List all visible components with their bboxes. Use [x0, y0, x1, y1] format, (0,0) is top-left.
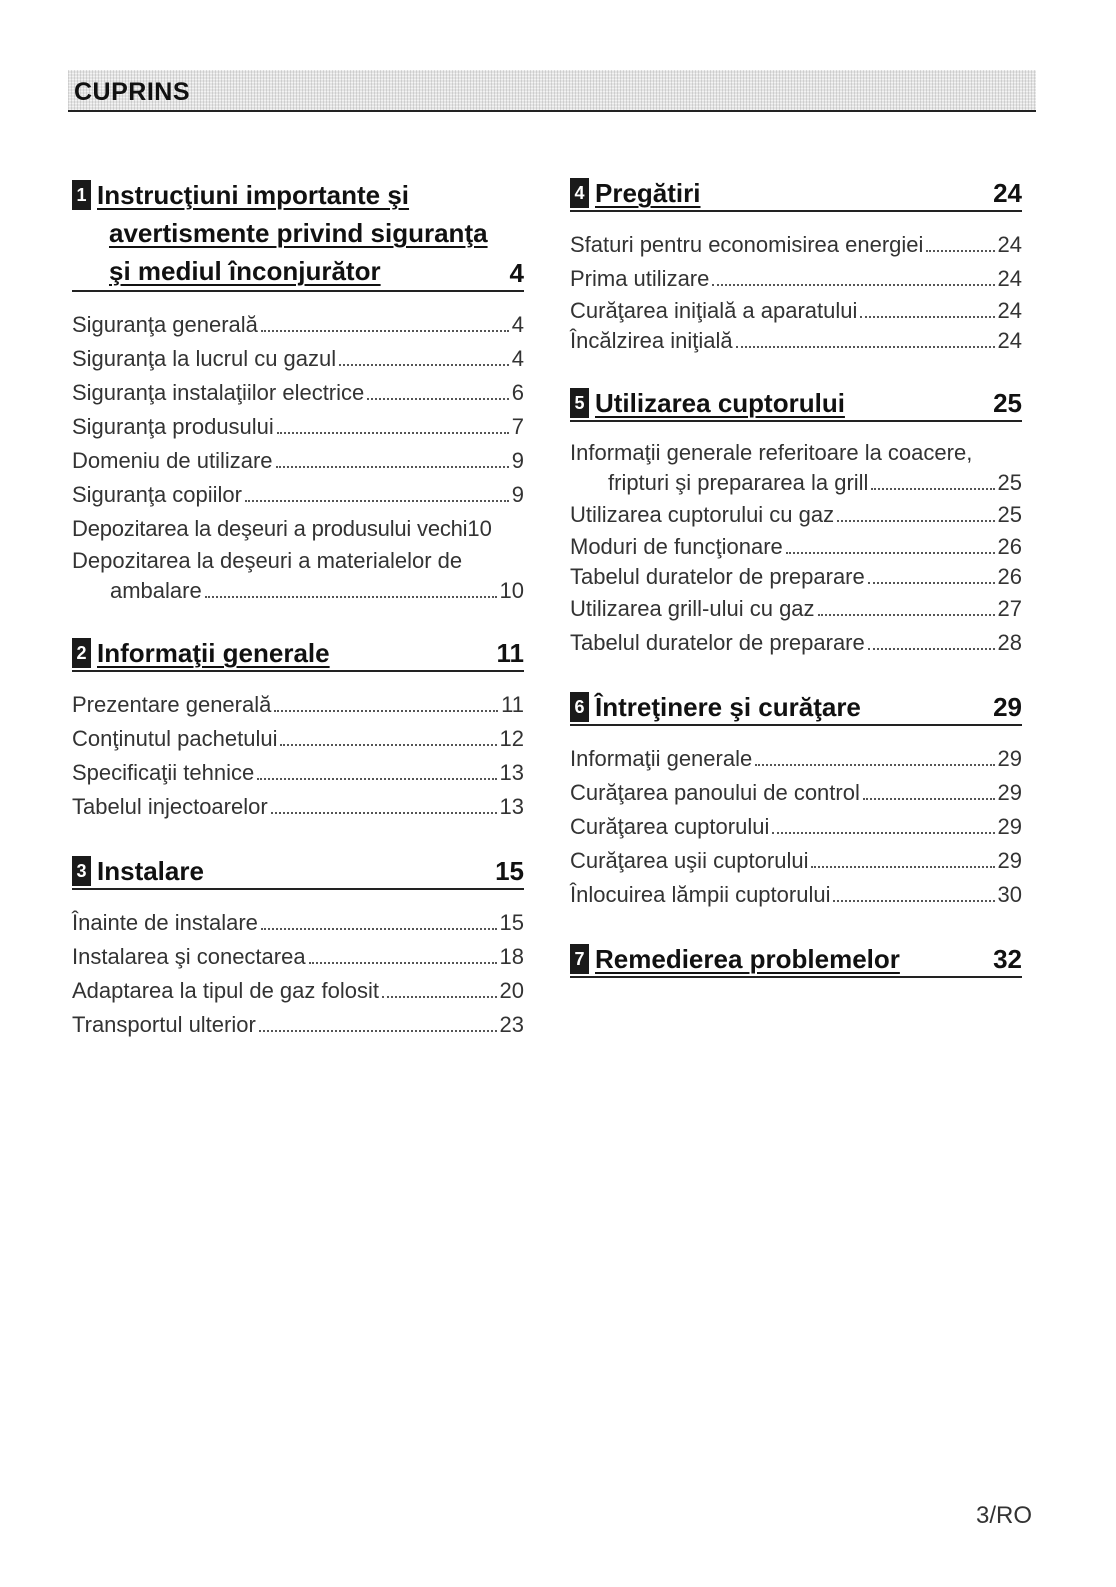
section-heading[interactable]	[72, 176, 524, 292]
toc-section-4	[570, 176, 1022, 356]
entry-page: 24	[997, 328, 1022, 353]
entry-page: 25	[997, 502, 1022, 527]
entry-text-line-2: ambalare	[110, 578, 202, 603]
section-heading[interactable]	[570, 176, 1022, 212]
section-number-badge: 2	[72, 638, 91, 668]
entry-page: 18	[499, 944, 524, 969]
entry-text: Transportul ulterior	[72, 1012, 256, 1037]
section-entries	[72, 308, 524, 606]
toc-entry[interactable]	[570, 498, 1022, 532]
toc-entry[interactable]	[570, 776, 1022, 810]
section-number-badge: 7	[570, 944, 589, 974]
entry-page: 27	[997, 596, 1022, 621]
dot-leader	[868, 648, 995, 650]
dot-leader	[837, 520, 994, 522]
entry-text: Siguranţa generală	[72, 312, 258, 337]
dot-leader	[818, 614, 995, 616]
toc-entry[interactable]	[72, 974, 524, 1008]
section-title: Pregătiri	[595, 178, 701, 208]
entry-page: 30	[997, 882, 1022, 907]
section-number-badge: 4	[570, 178, 589, 208]
toc-left-column	[72, 176, 524, 1072]
section-heading[interactable]	[570, 386, 1022, 422]
section-heading[interactable]	[570, 942, 1022, 978]
toc-entry[interactable]	[72, 546, 524, 606]
dot-leader	[833, 900, 994, 902]
dot-leader	[261, 928, 497, 930]
page-number: 3/RO	[975, 1502, 1032, 1529]
dot-leader	[271, 812, 497, 814]
entry-text: Curăţarea cuptorului	[570, 814, 770, 839]
section-page-number: 4	[509, 258, 524, 288]
dot-leader	[205, 596, 497, 598]
entry-page: 29	[997, 746, 1022, 771]
dot-leader	[261, 330, 509, 332]
toc-entry[interactable]	[570, 592, 1022, 626]
entry-text: Instalarea şi conectarea	[72, 944, 306, 969]
dot-leader	[274, 710, 498, 712]
entry-page: 29	[997, 780, 1022, 805]
entry-page: 29	[997, 848, 1022, 873]
toc-entry[interactable]	[72, 410, 524, 444]
toc-entry[interactable]	[570, 262, 1022, 296]
toc-entry[interactable]	[570, 810, 1022, 844]
section-entries	[570, 438, 1022, 660]
toc-entry[interactable]	[72, 308, 524, 342]
entry-page: 26	[997, 564, 1022, 589]
entry-text: Adaptarea la tipul de gaz folosit	[72, 978, 379, 1003]
entry-text: Tabelul injectoarelor	[72, 794, 268, 819]
entry-text-line-2-row	[72, 576, 524, 606]
toc-right-column	[570, 176, 1022, 1008]
dot-leader	[868, 582, 995, 584]
section-title: Remedierea problemelor	[595, 944, 900, 974]
dot-leader	[860, 316, 994, 318]
section-entries	[72, 906, 524, 1042]
entry-text: Siguranţa instalaţiilor electrice	[72, 380, 365, 405]
entry-page: 13	[499, 794, 524, 819]
toc-entry[interactable]	[72, 756, 524, 790]
section-number-badge: 5	[570, 388, 589, 418]
dot-leader	[871, 488, 994, 490]
toc-entry[interactable]	[72, 342, 524, 376]
toc-entry[interactable]	[570, 742, 1022, 776]
entry-page: 7	[511, 414, 524, 439]
entry-text: Siguranţa produsului	[72, 414, 274, 439]
toc-entry[interactable]	[72, 688, 524, 722]
dot-leader	[712, 284, 994, 286]
entry-text: Tabelul duratelor de preparare	[570, 630, 865, 655]
entry-text: Curăţarea panoului de control	[570, 780, 860, 805]
entry-text: Înainte de instalare	[72, 910, 258, 935]
entry-text: Utilizarea cuptorului cu gaz	[570, 502, 835, 527]
page-title: CUPRINS	[74, 78, 191, 106]
toc-section-3	[72, 854, 524, 1042]
entry-page: 24	[997, 298, 1022, 323]
entry-text: Prezentare generală	[72, 692, 272, 717]
entry-page: 24	[997, 232, 1022, 257]
section-page-number: 25	[993, 388, 1022, 418]
entry-text-line-1: Informaţii generale referitoare la coacere,	[570, 440, 973, 465]
toc-entry[interactable]	[570, 878, 1022, 912]
toc-entry[interactable]	[570, 844, 1022, 878]
section-heading[interactable]	[72, 854, 524, 890]
toc-entry[interactable]	[72, 722, 524, 756]
section-entries	[72, 688, 524, 824]
entry-page: 15	[499, 910, 524, 935]
dot-leader	[786, 552, 995, 554]
section-number-badge: 3	[72, 856, 91, 886]
entry-text: Înlocuirea lămpii cuptorului	[570, 882, 831, 907]
entry-page: 26	[997, 534, 1022, 559]
header-band	[68, 70, 1036, 112]
dot-leader	[280, 744, 496, 746]
section-number-badge: 1	[72, 180, 91, 210]
section-number-badge: 6	[570, 692, 589, 722]
entry-text: Curăţarea iniţială a aparatului	[570, 298, 858, 323]
entry-page: 4	[511, 312, 524, 337]
entry-page: 10	[499, 578, 524, 603]
section-heading[interactable]	[72, 636, 524, 672]
entry-text: Conţinutul pachetului	[72, 726, 278, 751]
dot-leader	[926, 250, 994, 252]
entry-page: 29	[997, 814, 1022, 839]
entry-text-line-2-row	[570, 468, 1022, 498]
section-title: Instalare	[97, 856, 204, 886]
toc-entry[interactable]	[570, 296, 1022, 326]
entry-text: Siguranţa copiilor	[72, 482, 242, 507]
toc-entry[interactable]	[72, 512, 524, 546]
entry-text-line-1: Depozitarea la deşeuri a materialelor de	[72, 548, 463, 573]
dot-leader	[276, 466, 509, 468]
entry-text: Domeniu de utilizare	[72, 448, 273, 473]
entry-page: 24	[997, 266, 1022, 291]
entry-text: Curăţarea uşii cuptorului	[570, 848, 809, 873]
entry-page: 10	[467, 516, 492, 541]
dot-leader	[339, 364, 509, 366]
entry-page: 12	[499, 726, 524, 751]
toc-entry[interactable]	[570, 326, 1022, 356]
entry-text: Prima utilizare	[570, 266, 710, 291]
dot-leader	[382, 996, 497, 998]
entry-page: 13	[499, 760, 524, 785]
entry-text: Depozitarea la deşeuri a produsului vechi	[72, 516, 468, 541]
section-title: Utilizarea cuptorului	[595, 388, 845, 418]
toc-entry[interactable]	[72, 1008, 524, 1042]
entry-text: Siguranţa la lucrul cu gazul	[72, 346, 337, 371]
section-entries	[570, 228, 1022, 356]
dot-leader	[863, 798, 995, 800]
entry-text: Încălzirea iniţială	[570, 328, 733, 353]
dot-leader	[277, 432, 509, 434]
entry-text: Moduri de funcţionare	[570, 534, 783, 559]
dot-leader	[367, 398, 508, 400]
entry-page: 23	[499, 1012, 524, 1037]
entry-page: 9	[511, 482, 524, 507]
toc-section-6	[570, 690, 1022, 912]
toc-entry[interactable]	[72, 906, 524, 940]
toc-entry[interactable]	[72, 790, 524, 824]
section-title: Informaţii generale	[97, 638, 330, 668]
dot-leader	[736, 346, 995, 348]
entry-text: Specificaţii tehnice	[72, 760, 255, 785]
entry-page: 9	[511, 448, 524, 473]
section-page-number: 24	[993, 178, 1022, 208]
toc-entry[interactable]	[72, 478, 524, 512]
toc-entry[interactable]	[570, 626, 1022, 660]
entry-text-line-2: fripturi şi prepararea la grill	[608, 470, 869, 495]
toc-entry[interactable]	[72, 940, 524, 974]
entry-text: Tabelul duratelor de preparare	[570, 564, 865, 589]
section-title	[97, 176, 524, 290]
section-title-line-1: Instrucţiuni importante şi	[97, 180, 410, 210]
section-title-line-3: şi mediul înconjurător	[109, 256, 381, 286]
dot-leader	[245, 500, 509, 502]
entry-page: 28	[997, 630, 1022, 655]
entry-page: 6	[511, 380, 524, 405]
entry-page: 25	[997, 470, 1022, 495]
section-title-line-2: avertismente privind siguranţa	[109, 218, 488, 248]
section-page-number: 11	[496, 638, 524, 668]
toc-section-5	[570, 386, 1022, 660]
section-page-number: 29	[993, 692, 1022, 722]
entry-page: 4	[511, 346, 524, 371]
dot-leader	[259, 1030, 497, 1032]
dot-leader	[257, 778, 496, 780]
section-page-number: 32	[993, 944, 1022, 974]
toc-entry[interactable]	[570, 562, 1022, 592]
entry-text: Informaţii generale	[570, 746, 753, 771]
dot-leader	[811, 866, 994, 868]
section-heading[interactable]	[570, 690, 1022, 726]
entry-page: 11	[501, 692, 524, 717]
toc-section-1	[72, 176, 524, 606]
toc-section-7	[570, 942, 1022, 978]
entry-text: Utilizarea grill-ului cu gaz	[570, 596, 815, 621]
dot-leader	[755, 764, 994, 766]
toc-entry[interactable]	[570, 532, 1022, 562]
toc-entry[interactable]	[72, 376, 524, 410]
toc-entry[interactable]	[72, 444, 524, 478]
dot-leader	[309, 962, 497, 964]
dot-leader	[772, 832, 994, 834]
section-entries	[570, 742, 1022, 912]
toc-section-2	[72, 636, 524, 824]
entry-text: Sfaturi pentru economisirea energiei	[570, 232, 924, 257]
section-page-number: 15	[495, 856, 524, 886]
toc-entry[interactable]	[570, 438, 1022, 498]
entry-page: 20	[499, 978, 524, 1003]
toc-entry[interactable]	[570, 228, 1022, 262]
section-title: Întreţinere şi curăţare	[595, 692, 861, 722]
